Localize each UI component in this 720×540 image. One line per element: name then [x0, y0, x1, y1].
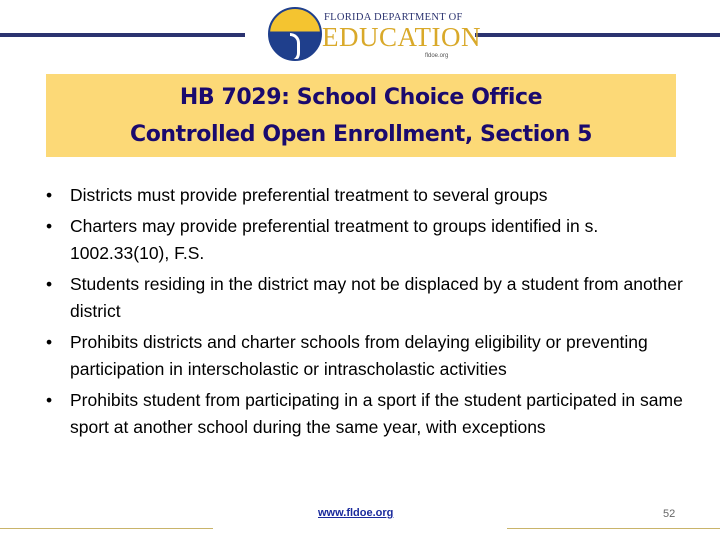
title-line2: Controlled Open Enrollment, Section 5 [129, 121, 593, 147]
header-rule-left [0, 33, 245, 37]
bullet-item: • Students residing in the district may not be displaced by a student from another district [46, 271, 686, 325]
footer-rule-left [0, 528, 213, 529]
fldoe-logo [268, 4, 481, 66]
bullet-item: • Prohibits districts and charter schools from delaying eligibility or preventing participation in interscholastic or intrascholastic activities [46, 329, 686, 383]
logo-line2: EDUCATION [322, 22, 481, 52]
logo-line3: fldoe.org [425, 53, 449, 59]
bullet-icon: • [46, 390, 53, 410]
bullet-item: • Prohibits student from participating in a sport if the student participated in same sport at another school during the same year, with exceptions [46, 387, 686, 441]
bullet-item: • Districts must provide preferential treatment to several groups [46, 182, 686, 209]
bullet-icon: • [46, 332, 53, 352]
fldoe-link[interactable]: www.fldoe.org [318, 507, 394, 519]
slide-title [46, 74, 676, 157]
footer-rule-right [507, 528, 720, 529]
bullet-icon: • [46, 274, 53, 294]
header-rule-right [475, 33, 720, 37]
page-number: 52 [663, 508, 676, 520]
logo-line1: FLORIDA DEPARTMENT OF [324, 12, 463, 23]
bullet-list [46, 182, 686, 445]
title-line1: HB 7029: School Choice Office [179, 84, 543, 110]
bullet-icon: • [46, 216, 53, 236]
seal-icon [268, 7, 322, 61]
bullet-icon: • [46, 185, 53, 205]
bullet-item: • Charters may provide preferential treatment to groups identified in s. 1002.33(10), F.S. [46, 213, 686, 267]
